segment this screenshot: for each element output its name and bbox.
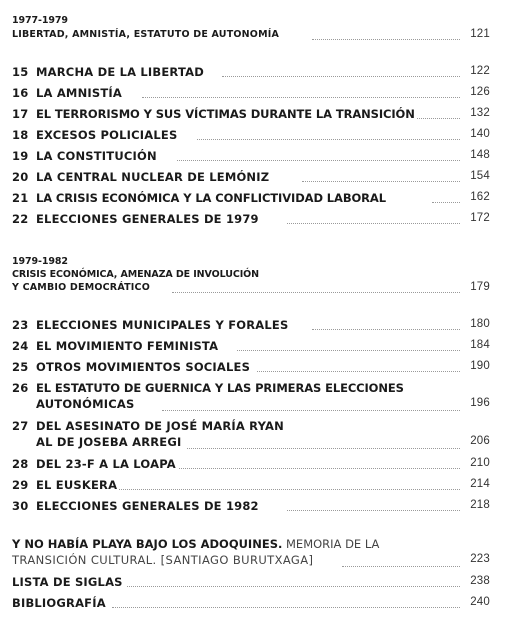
memoria-title-line1 [12, 537, 381, 551]
chapter-title: MARCHA DE LA LIBERTAD [36, 65, 204, 79]
bibliography: BIBLIOGRAFÍA [12, 596, 106, 610]
leader-dots [312, 329, 460, 330]
chapter-title-line1: DEL ASESINATO DE JOSÉ MARÍA RYAN [36, 419, 284, 433]
chapter-number: 29 [12, 478, 29, 492]
section-title: CRISIS ECONÓMICA, AMENAZA DE INVOLUCIÓN [12, 269, 259, 280]
leader-dots [312, 39, 460, 40]
section-title: LIBERTAD, AMNISTÍA, ESTATUTO DE AUTONOMÍA [12, 29, 280, 40]
toc-entry[interactable] [12, 191, 490, 207]
leader-dots [112, 607, 460, 608]
page-number: 172 [467, 212, 490, 224]
leader-dots [127, 586, 460, 587]
toc-entry[interactable] [12, 128, 490, 144]
leader-dots [432, 202, 460, 203]
toc-entry[interactable] [12, 575, 490, 591]
page-number: 218 [467, 499, 490, 511]
toc-entry[interactable] [12, 212, 490, 228]
toc-entry[interactable] [12, 107, 490, 123]
section-title-row[interactable] [12, 281, 490, 297]
chapter-number: 30 [12, 499, 29, 513]
chapter-number: 28 [12, 457, 29, 471]
leader-dots [257, 371, 460, 372]
page-number: 184 [467, 339, 490, 351]
page-number: 214 [467, 478, 490, 490]
memoria-title-line2: TRANSICIÓN CULTURAL. [SANTIAGO BURUTXAGA] [12, 553, 314, 567]
chapter-number: 21 [12, 191, 29, 205]
leader-dots [177, 160, 460, 161]
page-number: 148 [467, 149, 490, 161]
chapter-number: 20 [12, 170, 29, 184]
section-title-row[interactable] [12, 28, 490, 44]
chapter-title: OTROS MOVIMIENTOS SOCIALES [36, 360, 251, 374]
leader-dots [237, 350, 460, 351]
chapter-title: LA CONSTITUCIÓN [36, 149, 157, 163]
chapter-number: 18 [12, 128, 29, 142]
toc-entry[interactable] [12, 457, 490, 473]
chapter-number: 16 [12, 86, 29, 100]
chapter-number: 15 [12, 65, 29, 79]
chapter-number: 19 [12, 149, 29, 163]
page-number: 132 [467, 107, 490, 119]
toc-entry[interactable] [12, 149, 490, 165]
chapter-number: 24 [12, 339, 29, 353]
leader-dots [117, 489, 460, 490]
toc-entry[interactable] [12, 419, 490, 453]
chapter-title: LA CENTRAL NUCLEAR DE LEMÓNIZ [36, 170, 270, 184]
chapter-number: 17 [12, 107, 29, 121]
leader-dots [287, 510, 460, 511]
toc-entry[interactable] [12, 170, 490, 186]
page-number: 180 [467, 318, 490, 330]
leader-dots [142, 97, 460, 98]
chapter-title: ELECCIONES MUNICIPALES Y FORALES [36, 318, 289, 332]
section-years: 1979-1982 [12, 256, 68, 267]
leader-dots [302, 181, 460, 182]
toc-entry[interactable] [12, 499, 490, 515]
leader-dots [222, 76, 460, 77]
leader-dots [172, 292, 460, 293]
toc-entry[interactable] [12, 339, 490, 355]
section-years: 1977-1979 [12, 15, 68, 26]
toc-entry[interactable] [12, 596, 490, 612]
leader-dots [187, 448, 460, 449]
chapter-title-line2: AL DE JOSEBA ARREGI [36, 435, 182, 449]
page-number: 190 [467, 360, 490, 372]
page-number: 240 [467, 596, 490, 608]
chapter-title: ELECCIONES GENERALES DE 1982 [36, 499, 259, 513]
toc-entry[interactable] [12, 360, 490, 376]
chapter-title: EXCESOS POLICIALES [36, 128, 178, 142]
page-number: 140 [467, 128, 490, 140]
chapter-title-line2: AUTONÓMICAS [36, 397, 135, 411]
chapter-number: 26 [12, 381, 29, 395]
page-number: 206 [467, 435, 490, 447]
toc-entry[interactable] [12, 86, 490, 102]
page-number: 122 [467, 65, 490, 77]
chapter-title: EL MOVIMIENTO FEMINISTA [36, 339, 219, 353]
chapter-title: EL EUSKERA [36, 478, 118, 492]
chapter-number: 22 [12, 212, 29, 226]
section-title-line2: Y CAMBIO DEMOCRÁTICO [12, 282, 150, 293]
page-number: 162 [467, 191, 490, 203]
memoria-title-light: MEMORIA DE LA [282, 537, 380, 551]
memoria-title-bold: Y NO HABÍA PLAYA BAJO LOS ADOQUINES. [12, 537, 283, 551]
chapter-title: ELECCIONES GENERALES DE 1979 [36, 212, 259, 226]
page-number: 121 [467, 28, 490, 40]
leader-dots [162, 468, 460, 469]
page-number: 179 [467, 281, 490, 293]
page-number: 210 [467, 457, 490, 469]
chapter-title: LA CRISIS ECONÓMICA Y LA CONFLICTIVIDAD LABORAL [36, 191, 386, 205]
toc-entry-memoria[interactable] [12, 537, 490, 571]
chapter-number: 25 [12, 360, 29, 374]
chapter-number: 23 [12, 318, 29, 332]
page-number: 238 [467, 575, 490, 587]
chapter-number: 27 [12, 419, 29, 433]
chapter-title-line1: EL ESTATUTO DE GUERNICA Y LAS PRIMERAS ELECCIONES [36, 381, 404, 395]
toc-entry[interactable] [12, 478, 490, 494]
page-number: 126 [467, 86, 490, 98]
leader-dots [162, 410, 460, 411]
chapter-title: EL TERRORISMO Y SUS VÍCTIMAS DURANTE LA TRANSICIÓN [36, 107, 415, 121]
page-number: 223 [467, 553, 490, 565]
page-number: 154 [467, 170, 490, 182]
toc-entry[interactable] [12, 65, 490, 81]
list-of-acronyms: LISTA DE SIGLAS [12, 575, 123, 589]
leader-dots [197, 139, 460, 140]
chapter-title: DEL 23-F A LA LOAPA [36, 457, 176, 471]
toc-entry[interactable] [12, 318, 490, 334]
leader-dots [287, 223, 460, 224]
toc-entry[interactable] [12, 381, 490, 415]
leader-dots [342, 566, 460, 567]
leader-dots [412, 118, 460, 119]
page-number: 196 [467, 397, 490, 409]
chapter-title: LA AMNISTÍA [36, 86, 122, 100]
